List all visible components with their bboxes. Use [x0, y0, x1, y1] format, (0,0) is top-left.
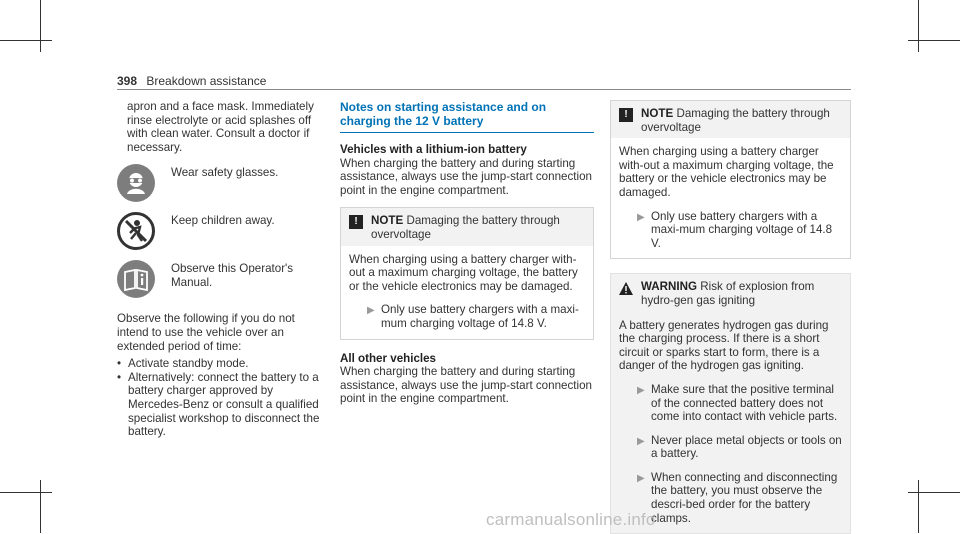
icon-row-safety-glasses [117, 164, 327, 202]
heading-divider [340, 132, 594, 133]
list-item: • Alternatively: connect the battery to a battery charger approved by Mercedes-Benz or consult a qualified specialist workshop to disconnect the battery. [117, 371, 327, 439]
note-body [611, 138, 850, 258]
header-divider [117, 89, 851, 90]
page-number: 398 [117, 74, 138, 88]
step-text: Only use battery chargers with a maxi-mum charging voltage of 14.8 V. [651, 209, 833, 250]
note-title: Damaging the battery through overvoltage [641, 107, 830, 134]
warning-header [611, 274, 850, 311]
note-box [610, 100, 851, 259]
icon-label: Keep children away. [171, 214, 275, 228]
icon-row-operators-manual [117, 260, 327, 298]
note-icon: ! [349, 215, 363, 229]
note-label: NOTE [371, 214, 404, 228]
crop-mark [918, 0, 919, 52]
note-step [619, 210, 842, 251]
arrow-icon: ▶ [637, 472, 645, 484]
note-box [340, 207, 594, 339]
note-text: When charging using a battery charger with-out a maximum charging voltage, the battery or the vehicle electronics may be damaged. [619, 145, 834, 199]
list-item: • Activate standby mode. [117, 357, 327, 371]
crop-mark [40, 0, 41, 52]
icon-label: Wear safety glasses. [171, 166, 279, 180]
crop-mark [908, 492, 960, 493]
note-body [341, 246, 593, 339]
subheading-other: All other vehicles [340, 351, 437, 365]
crop-mark [40, 480, 41, 533]
arrow-icon: ▶ [637, 211, 645, 223]
note-header [341, 208, 593, 245]
observe-text: Observe the following if you do not intend to use the vehicle over an extended period of time: [117, 312, 295, 353]
note-text: When charging using a battery charger with-out a maximum charging voltage, the battery or the vehicle electronics may be damaged. [349, 252, 578, 293]
column-right [610, 100, 851, 534]
section-title: Breakdown assistance [146, 74, 267, 88]
step-text: Make sure that the positive terminal of the connected battery does not come into contact with vehicle parts. [651, 382, 838, 424]
note-title: Damaging the battery through overvoltage [371, 214, 560, 241]
step-text: Only use battery chargers with a maxi-mum charging voltage of 14.8 V. [381, 303, 579, 330]
arrow-icon: ▶ [367, 305, 375, 317]
subheading-lithium: Vehicles with a lithium-ion battery [340, 143, 527, 156]
step-text: When connecting and disconnecting the battery, you must observe the descri-bed order for the battery clamps. [651, 470, 838, 525]
note-label: NOTE [641, 107, 674, 120]
note-header [611, 101, 850, 138]
crop-mark [918, 480, 919, 533]
page-header [117, 74, 266, 88]
keep-children-away-icon [117, 212, 155, 250]
lithium-text: When charging the battery and during starting assistance, always use the jump-start connection point in the engine compartment. [340, 156, 592, 197]
note-icon: ! [619, 108, 633, 122]
step-text: Never place metal objects or tools on a battery. [651, 433, 842, 461]
column-left [117, 100, 327, 439]
operators-manual-icon [117, 260, 155, 298]
crop-mark [0, 492, 52, 493]
intro-text: apron and a face mask. Immediately rinse electrolyte or acid splashes off with clean water. Consult a doctor if necessary. [127, 100, 314, 154]
section-heading: Notes on starting assistance and on charging the 12 V battery [340, 100, 547, 128]
other-text: When charging the battery and during starting assistance, always use the jump-start connection point in the engine compartment. [340, 365, 592, 406]
crop-mark [0, 40, 52, 41]
note-step [349, 303, 585, 330]
warning-body [611, 312, 850, 534]
column-middle [340, 100, 594, 406]
warning-box [610, 273, 851, 534]
icon-label: Observe this Operator's Manual. [171, 262, 294, 289]
warning-title: Risk of explosion from hydro-gen gas igniting [641, 280, 815, 307]
arrow-icon: ▶ [637, 384, 645, 396]
storage-list [117, 357, 327, 439]
icon-row-keep-children-away [117, 212, 327, 250]
safety-glasses-icon [117, 164, 155, 202]
warning-label: WARNING [641, 280, 698, 294]
watermark: carmanualsonline.info [486, 510, 656, 529]
crop-mark [908, 40, 960, 41]
warning-step [619, 434, 842, 461]
warning-triangle-icon [619, 281, 633, 295]
warning-step [619, 383, 842, 424]
warning-text: A battery generates hydrogen gas during the charging process. If there is a short circuit or sparks start to form, there is a danger of the hydrogen gas igniting. [619, 318, 829, 373]
arrow-icon: ▶ [637, 435, 645, 447]
